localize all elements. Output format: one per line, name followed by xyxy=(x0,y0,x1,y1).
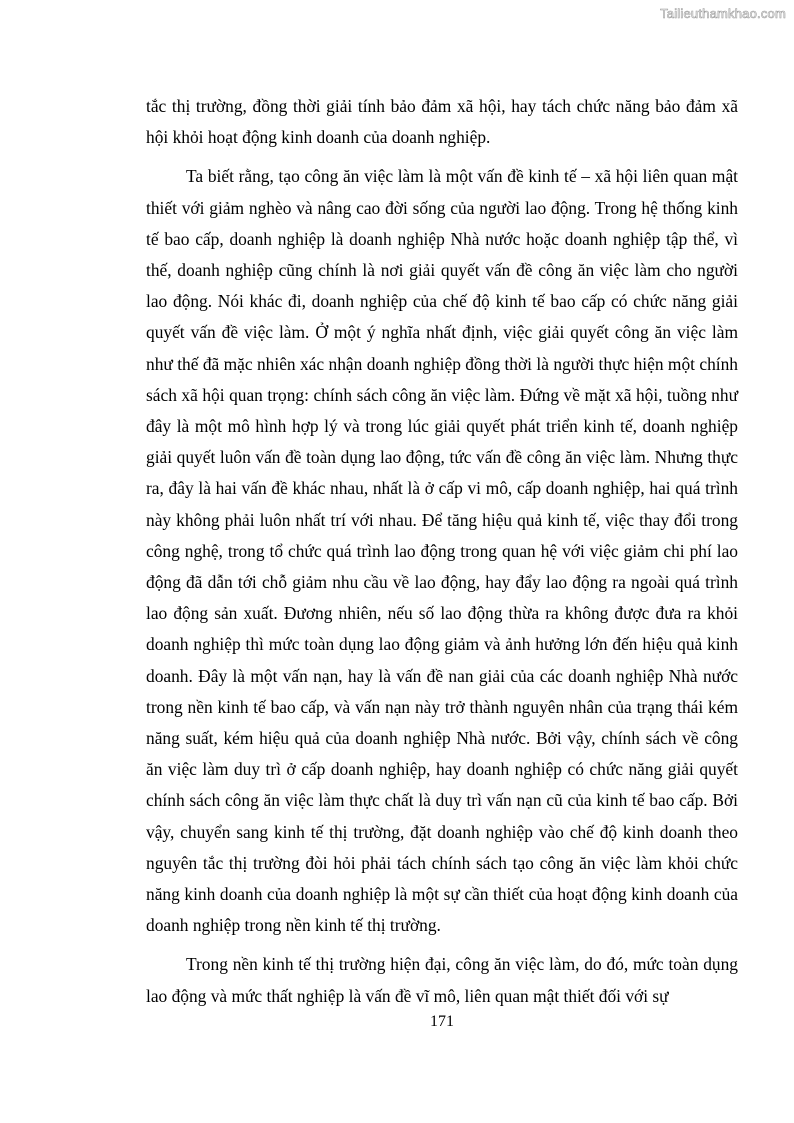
paragraph-2: Ta biết rằng, tạo công ăn việc làm là một vấn đề kinh tế – xã hội liên quan mật thiết với giảm nghèo và nâng cao đời sống của người lao động. Trong hệ thống kinh tế bao cấp, doanh nghiệp là doanh nghiệp Nhà nước hoặc doanh nghiệp tập thể, vì thế, doanh nghiệp cũng chính là nơi giải quyết vấn đề công ăn việc làm cho người lao động. Nói khác đi, doanh nghiệp của chế độ kinh tế bao cấp có chức năng giải quyết vấn đề việc làm. Ở một ý nghĩa nhất định, việc giải quyết công ăn việc làm như thế đã mặc nhiên xác nhận doanh nghiệp đồng thời là người thực hiện một chính sách xã hội quan trọng: chính sách công ăn việc làm. Đứng về mặt xã hội, tuồng như đây là một mô hình hợp lý và trong lúc giải quyết phát triển kinh tế, doanh nghiệp giải quyết luôn vấn đề toàn dụng lao động, tức vấn đề công ăn việc làm. Nhưng thực ra, đây là hai vấn đề khác nhau, nhất là ở cấp vi mô, cấp doanh nghiệp, hai quá trình này không phải luôn nhất trí với nhau. Để tăng hiệu quả kinh tế, việc thay đổi trong công nghệ, trong tổ chức quá trình lao động trong quan hệ với việc giảm chi phí lao động đã dẫn tới chỗ giảm nhu cầu về lao động, hay đẩy lao động ra ngoài quá trình lao động sản xuất. Đương nhiên, nếu số lao động thừa ra không được đưa ra khỏi doanh nghiệp thì mức toàn dụng lao động giảm và ảnh hưởng lớn đến hiệu quả kinh doanh. Đây là một vấn nạn, hay là vấn đề nan giải của các doanh nghiệp Nhà nước trong nền kinh tế bao cấp, và vấn nạn này trở thành nguyên nhân của trạng thái kém năng suất, kém hiệu quả của doanh nghiệp Nhà nước. Bởi vậy, chính sách về công ăn việc làm duy trì ở cấp doanh nghiệp, hay doanh nghiệp có chức năng giải quyết chính sách công ăn việc làm thực chất là duy trì vấn nạn cũ của kinh tế bao cấp. Bởi vậy, chuyển sang kinh tế thị trường, đặt doanh nghiệp vào chế độ kinh doanh theo nguyên tắc thị trường đòi hỏi phải tách chính sách tạo công ăn việc làm khỏi chức năng kinh doanh của doanh nghiệp là một sự cần thiết của hoạt động kinh doanh của doanh nghiệp trong nền kinh tế thị trường. xyxy=(146,166,738,936)
paragraph-3: Trong nền kinh tế thị trường hiện đại, công ăn việc làm, do đó, mức toàn dụng lao động và mức thất nghiệp là vấn đề vĩ mô, liên quan mật thiết đối với sự xyxy=(146,954,738,1006)
page-number: 171 xyxy=(430,1013,454,1030)
page-body xyxy=(146,91,738,1012)
paragraph-1: tắc thị trường, đồng thời giải tính bảo đảm xã hội, hay tách chức năng bảo đảm xã hội khỏi hoạt động kinh doanh của doanh nghiệp. xyxy=(146,96,738,148)
watermark: Tailieuthamkhao.com xyxy=(660,6,786,21)
